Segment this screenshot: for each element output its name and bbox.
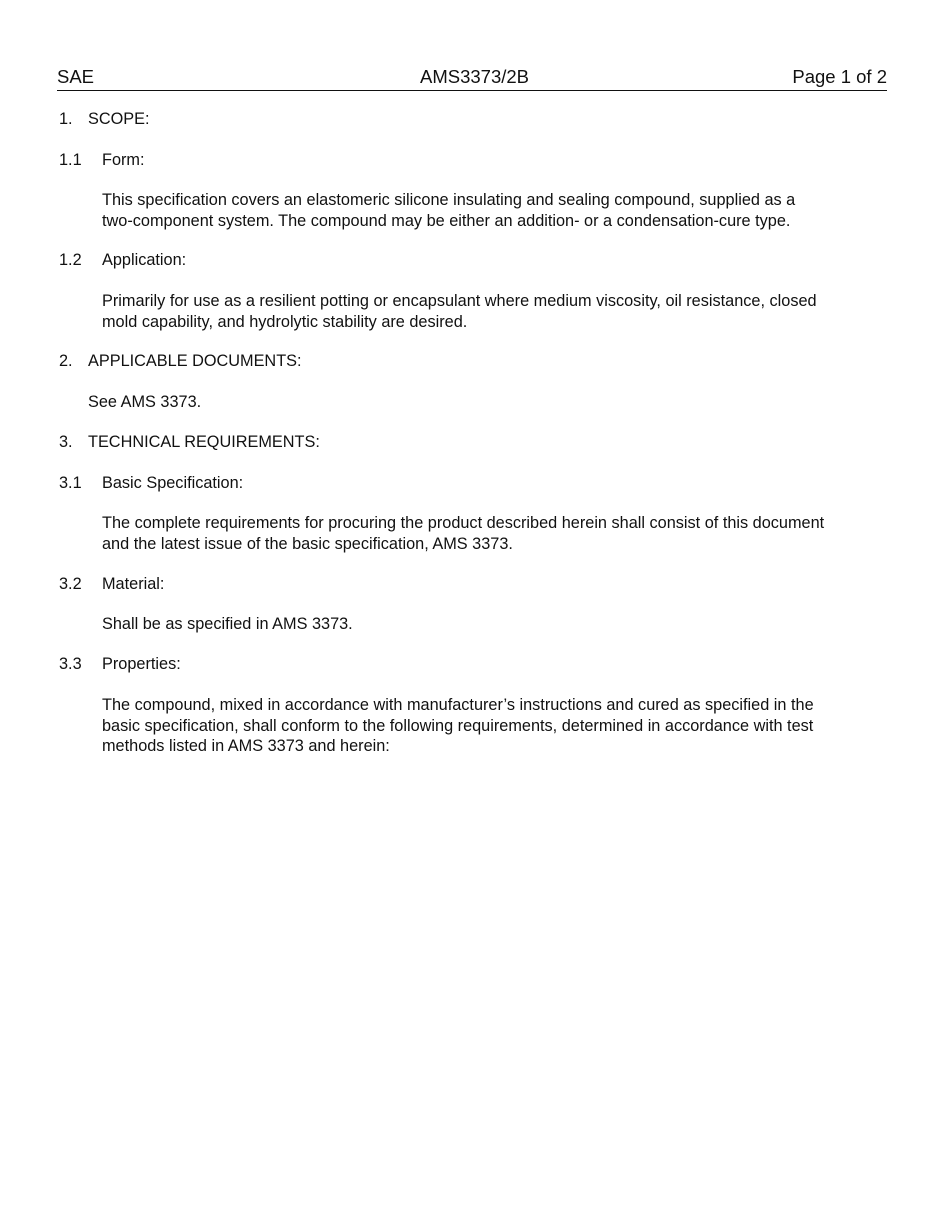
- section-3-2-paragraph: [102, 614, 862, 635]
- section-title: SCOPE:: [88, 110, 150, 128]
- section-2-paragraph: See AMS 3373.: [88, 393, 202, 411]
- header-org: SAE: [57, 66, 95, 87]
- section-1-2-paragraph: [102, 291, 862, 332]
- section-title: APPLICABLE DOCUMENTS:: [88, 352, 302, 370]
- section-title: Form:: [102, 151, 145, 169]
- paragraph-line: and the latest issue of the basic specification, AMS 3373.: [102, 534, 513, 553]
- paragraph-line: Primarily for use as a resilient potting or encapsulant where medium viscosity, oil resistance, closed: [102, 292, 817, 310]
- section-number: 3.2: [59, 575, 82, 593]
- section-3-1-paragraph: [102, 513, 862, 554]
- section-1-1-paragraph: [102, 190, 862, 231]
- header-doc-number: AMS3373/2B: [420, 66, 530, 87]
- section-title: Material:: [102, 575, 165, 593]
- paragraph-line: The complete requirements for procuring the product described herein shall consist of this document: [102, 514, 825, 532]
- paragraph-line: This specification covers an elastomeric silicone insulating and sealing compound, supplied as a: [102, 191, 796, 209]
- section-3-3-paragraph: [102, 695, 862, 757]
- section-title: Properties:: [102, 655, 181, 673]
- paragraph-line: The compound, mixed in accordance with manufacturer’s instructions and cured as specified in the: [102, 696, 814, 714]
- section-number: 3.1: [59, 474, 82, 492]
- section-title: Basic Specification:: [102, 474, 244, 492]
- section-number: 3.: [59, 433, 73, 451]
- paragraph-line: mold capability, and hydrolytic stability are desired.: [102, 312, 468, 331]
- header-page-number: Page 1 of 2: [792, 66, 887, 87]
- page-header: [57, 66, 887, 91]
- paragraph-line: basic specification, shall conform to the following requirements, determined in accordance with test: [102, 716, 814, 735]
- section-number: 1.1: [59, 151, 82, 169]
- section-number: 2.: [59, 352, 73, 370]
- section-title: Application:: [102, 251, 187, 269]
- paragraph-line: Shall be as specified in AMS 3373.: [102, 615, 353, 633]
- paragraph-line: methods listed in AMS 3373 and herein:: [102, 737, 390, 755]
- section-number: 1.2: [59, 251, 82, 269]
- section-number: 1.: [59, 110, 73, 128]
- paragraph-line: two-component system. The compound may be either an addition- or a condensation-cure type.: [102, 211, 791, 230]
- section-number: 3.3: [59, 655, 82, 673]
- section-title: TECHNICAL REQUIREMENTS:: [88, 433, 320, 451]
